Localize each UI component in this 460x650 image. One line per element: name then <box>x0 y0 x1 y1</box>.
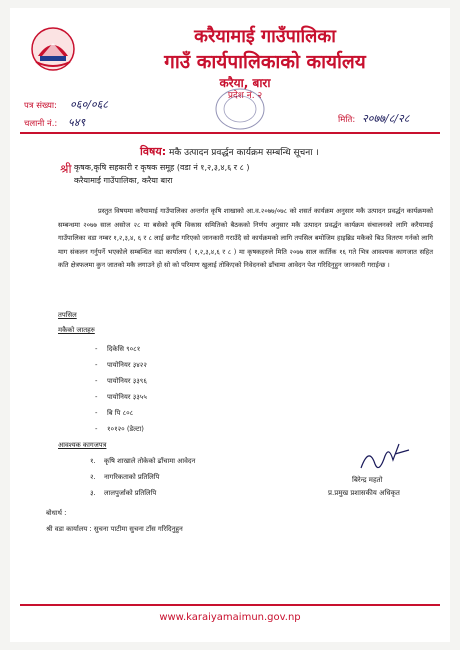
letterhead-address: करैया, बारा <box>219 76 271 90</box>
document-item: १. कृषि शाखाले तोकेको ढाँचामा आवेदन <box>90 457 196 465</box>
signatory-name: बिरेन्द्र महतो <box>352 476 383 484</box>
chalani-value: ५४९ <box>68 116 86 129</box>
subject-text: मकै उत्पादन प्रवर्द्धन कार्यक्रम सम्बन्धि सूचना । <box>168 148 319 158</box>
recipient-line-1: कृषक,कृषि सहकारी र कृषक समूह (वडा नं १,२,३,४,६ र ८ ) <box>74 163 250 172</box>
handwritten-signature <box>355 438 415 478</box>
letterhead-province: प्रदेश नं. २ <box>227 91 263 101</box>
miti-value: २०७७/८/२८ <box>362 112 410 125</box>
tapasil-heading: तपसिल <box>58 311 77 319</box>
nepal-emblem-logo <box>30 26 76 72</box>
recipient-line-2: करैयामाई गाउँपालिका, करैया बारा <box>74 176 173 185</box>
document-item: ३. लालपुर्जाको प्रतिलिपि <box>90 489 157 497</box>
variety-item: - दिकेसि ९०८१ <box>95 345 141 353</box>
header-divider <box>20 132 440 134</box>
miti-label: मिति: <box>338 115 356 125</box>
letterhead-office: गाउँ कार्यपालिकाको कार्यालय <box>164 51 366 73</box>
bodartha-text: श्री वडा कार्यालय : सुचना पाटीमा सुचना टाँस गरिदिनुहुन <box>46 525 183 533</box>
subject-label: विषय: <box>140 145 167 158</box>
variety-item: - बि पि ८०८ <box>95 409 134 417</box>
office-stamp <box>210 84 270 134</box>
variety-item: - १०१२० (डेल्टा) <box>95 425 144 433</box>
signatory-title: प्र.प्रमुख प्रशासकीय अधिकृत <box>328 489 400 497</box>
bodartha-heading: बोधार्थ : <box>46 509 67 517</box>
recipient-honorific: श्री <box>60 162 72 176</box>
body-paragraph: प्रस्तुत विषयमा करैयामाई गाउँपालिका अन्तर्गत कृषि शाखाको आ.व.२०७७/०७८ को शसर्त कार्यक्रम अनुसार मकै उत्पादन प्रवर्द्धन कार्यक्रमको सम्बन्धमा २०७७ साल असोज २८ मा बसेको कृषि विकास समितिको बैठकको निर्णय अनुसार मकै उत्पादन प्रवर्द्धन कार्यक्रम संचालनको लागि करैयामाई गाउँपालिका वडा नम्बर १,२,३,४, ६ र ८ लाई छनौट गरिएको जानकारी गराउँदै सो कार्यक्रमको लागि तपसिल बमोजिम हाइब्रिड मकैको बिउ वितरण गर्नको लागि माग संकलन गर्नुपर्ने भएकोले सम्बन्धित वडा कार्यालय ( १,२,३,४,६ र ८ ) मा कृषकहरुले मिति २०७७ साल कार्तिक १६ गते भित्र आवश्यक कागजात सहित कति क्षेत्रफलमा कुन जातको मकै लगाउने हो सो को परिमाण खुलाई तोकिएको निवेदनको ढाँचामा आवेदन पेश गरिदिनुहुन जानकारी गराईन्छ । <box>58 207 433 269</box>
chalani-label: चलानी नं.: <box>24 119 58 129</box>
letter-page <box>10 8 450 642</box>
variety-item: - पायोनियर ३३५५ <box>95 393 147 401</box>
footer-website: www.karaiyamaimun.gov.np <box>159 612 301 623</box>
patra-sankhya-value: ०६०/०६८ <box>70 98 109 111</box>
subject-line <box>140 144 319 159</box>
varieties-heading: मकैको जातहरु <box>58 326 95 334</box>
letterhead-municipality: करैयामाई गाउँपालिका <box>194 26 336 47</box>
documents-heading: आवश्यक कागजपत्र <box>58 441 107 449</box>
variety-item: - पायोनियर ३४२२ <box>95 361 147 369</box>
variety-item: - पायोनियर ३३९६ <box>95 377 147 385</box>
patra-sankhya-label: पत्र संख्या: <box>24 101 57 111</box>
document-item: २. नागरिकताको प्रतिलिपि <box>90 473 160 481</box>
footer-divider <box>20 604 440 606</box>
